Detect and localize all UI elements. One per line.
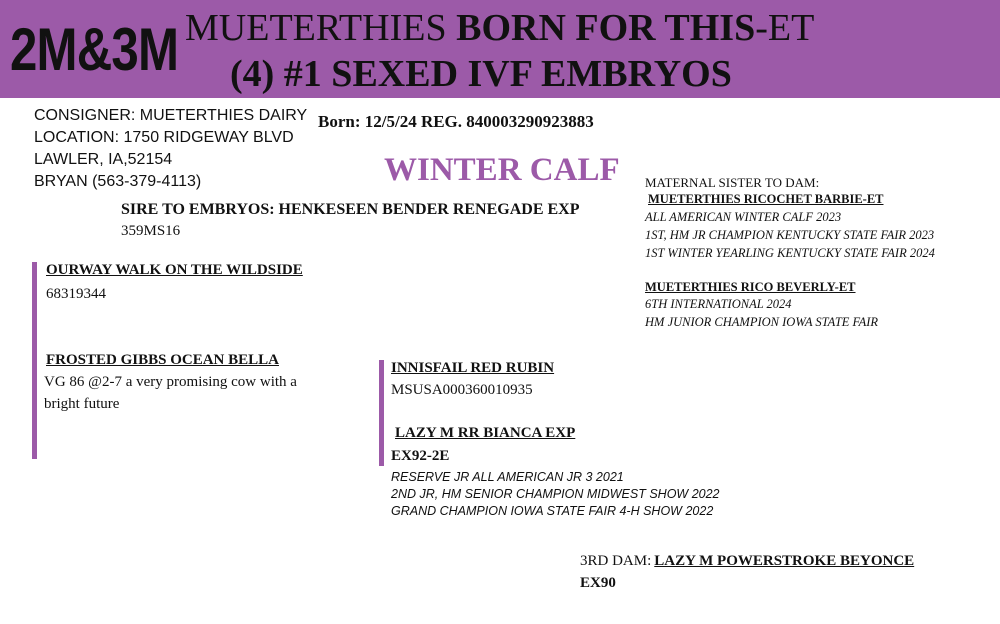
- sire-id: 359MS16: [121, 223, 181, 239]
- granddam-bracket: [379, 360, 384, 466]
- granddam-award: RESERVE JR ALL AMERICAN JR 3 2021: [391, 470, 624, 484]
- granddam-score: EX92-2E: [391, 448, 450, 464]
- sister1-award: 1ST WINTER YEARLING KENTUCKY STATE FAIR 2024: [645, 246, 935, 260]
- sister1-name: MUETERTHIES RICOCHET BARBIE-ET: [648, 192, 884, 206]
- third-dam-name: LAZY M POWERSTROKE BEYONCE: [654, 553, 915, 569]
- winter-calf-label: WINTER CALF: [384, 152, 620, 188]
- granddam-award: 2ND JR, HM SENIOR CHAMPION MIDWEST SHOW 2022: [391, 487, 720, 501]
- sister2-award: HM JUNIOR CHAMPION IOWA STATE FAIR: [645, 315, 879, 329]
- title-suffix: -ET: [755, 7, 815, 49]
- title-bold: BORN FOR THIS: [456, 7, 756, 49]
- lot-number: 2M&3M: [10, 16, 179, 83]
- dam-description-line2: bright future: [44, 396, 120, 412]
- sister1-award: 1ST, HM JR CHAMPION KENTUCKY STATE FAIR 2023: [645, 228, 935, 242]
- dam-name: FROSTED GIBBS OCEAN BELLA: [46, 352, 279, 368]
- sire-label: SIRE TO EMBRYOS: HENKESEEN BENDER RENEGADE EXP: [121, 201, 580, 218]
- page-subtitle: (4) #1 SEXED IVF EMBRYOS: [230, 53, 732, 95]
- third-dam-score: EX90: [580, 575, 616, 591]
- sister1-award: ALL AMERICAN WINTER CALF 2023: [645, 210, 842, 224]
- title-prefix: MUETERTHIES: [185, 7, 447, 49]
- location-line: LOCATION: 1750 RIDGEWAY BLVD: [34, 129, 294, 146]
- sister2-name: MUETERTHIES RICO BEVERLY-ET: [645, 280, 856, 294]
- granddam-name: LAZY M RR BIANCA EXP: [395, 425, 576, 441]
- granddam-sire-name: INNISFAIL RED RUBIN: [391, 360, 555, 376]
- header-band: [0, 0, 1000, 98]
- born-registration: Born: 12/5/24 REG. 840003290923883: [318, 112, 594, 131]
- third-dam-label: 3RD DAM:: [580, 553, 652, 569]
- dam-bracket: [32, 262, 37, 459]
- contact-line: BRYAN (563-379-4113): [34, 173, 202, 190]
- city-line: LAWLER, IA,52154: [34, 151, 173, 168]
- dam-sire-id: 68319344: [46, 286, 106, 302]
- sister2-award: 6TH INTERNATIONAL 2024: [645, 297, 792, 311]
- granddam-award: GRAND CHAMPION IOWA STATE FAIR 4-H SHOW 2022: [391, 504, 714, 518]
- third-dam-line: [580, 553, 914, 570]
- maternal-heading: MATERNAL SISTER TO DAM:: [645, 175, 820, 190]
- dam-sire-name: OURWAY WALK ON THE WILDSIDE: [46, 262, 303, 278]
- page-title: [185, 6, 814, 50]
- granddam-sire-id: MSUSA000360010935: [391, 382, 533, 398]
- dam-description-line1: VG 86 @2-7 a very promising cow with a: [44, 374, 297, 390]
- consigner-line: CONSIGNER: MUETERTHIES DAIRY: [34, 107, 308, 124]
